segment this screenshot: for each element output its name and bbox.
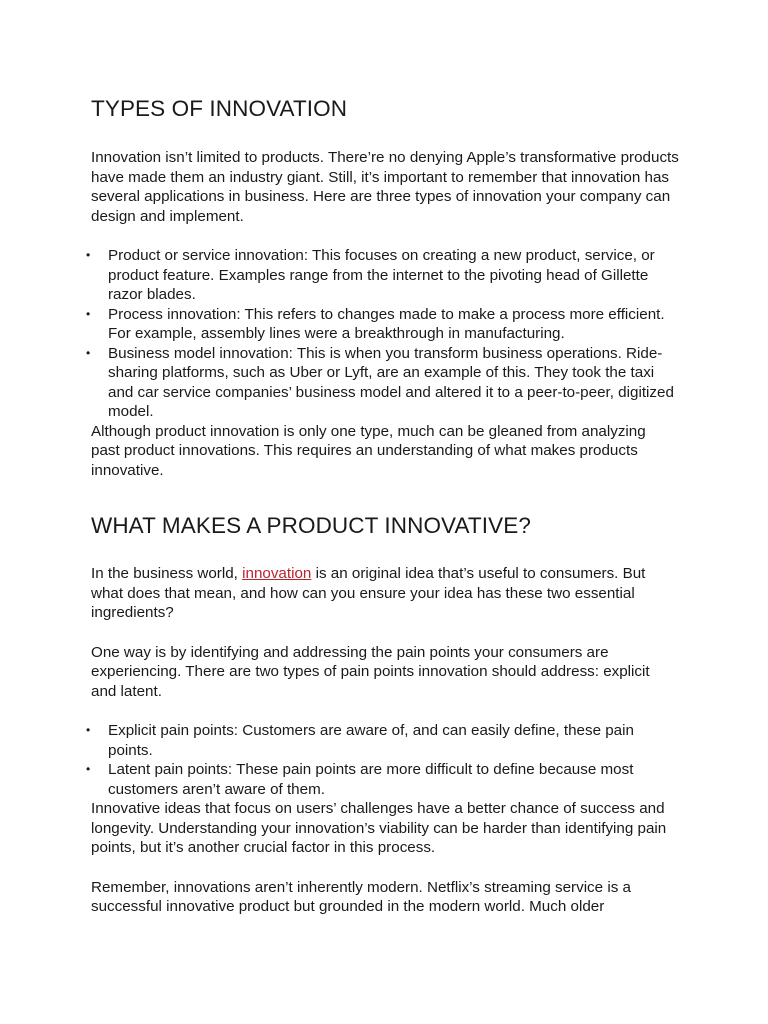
bullet-icon: • [86, 762, 91, 776]
paragraph-after-list: Although product innovation is only one type, much can be gleaned from analyzing past product innovations. This requires an understanding of what makes products innovative. [91, 422, 646, 479]
paragraph-closing: Remember, innovations aren’t inherently modern. Netflix’s streaming service is a successful innovative product but grounded in the modern world. Much older [91, 878, 631, 915]
paragraph-innovative-ideas: Innovative ideas that focus on users’ challenges have a better chance of success and longevity. Understanding your innovation’s viability can be harder than identifying pain points, but it’s another crucial factor in this process. [91, 800, 667, 856]
list-item-text: Explicit pain points: Customers are aware of, and can easily define, these pain points. [108, 722, 634, 759]
bullet-icon: • [86, 345, 91, 360]
list-item [86, 721, 681, 760]
paragraph-business-world [91, 564, 671, 623]
bullet-icon: • [86, 306, 91, 321]
list-item [86, 305, 681, 344]
list-item-text: Business model innovation: This is when you transform business operations. Ride-sharing platforms, such as Uber or Lyft, are an example of this. They took the taxi and car service companies’ business model and altered it to a peer-to-peer, digitized model. [108, 344, 674, 420]
list-item-text: Latent pain points: These pain points are more difficult to define because most customers aren’t aware of them. [108, 761, 634, 798]
section-title-what-makes-innovative: WHAT MAKES A PRODUCT INNOVATIVE? [91, 513, 531, 538]
bullet-icon: • [86, 248, 91, 262]
list-item-text: Process innovation: This refers to changes made to make a process more efficient. For example, assembly lines were a breakthrough in manufacturing. [108, 305, 665, 342]
paragraph-intro: Innovation isn’t limited to products. There’re no denying Apple’s transformative products have made them an industry giant. Still, it’s important to remember that innovation has several applications in business. Here are three types of innovation your company can design and implement. [91, 149, 679, 225]
innovation-types-list [86, 246, 691, 422]
paragraph-text-suffix: is an original idea that’s useful to consumers. But what does that mean, and how can you ensure your idea has these two essential ingredients? [91, 565, 646, 621]
list-item-text: Product or service innovation: This focuses on creating a new product, service, or product feature. Examples range from the internet to the pivoting head of Gillette razor blades. [108, 247, 655, 303]
section-title-types-of-innovation: TYPES OF INNOVATION [91, 96, 348, 121]
paragraph-pain-points: One way is by identifying and addressing the pain points your consumers are experiencing. There are two types of pain points innovation should address: explicit and latent. [91, 643, 650, 700]
list-item [86, 344, 681, 422]
innovation-link[interactable]: innovation [242, 565, 312, 582]
document-page [86, 96, 691, 917]
pain-points-list [86, 721, 691, 799]
bullet-icon: • [86, 723, 91, 737]
list-item [86, 246, 681, 305]
list-item [86, 760, 681, 799]
paragraph-text-prefix: In the business world, [91, 565, 243, 582]
